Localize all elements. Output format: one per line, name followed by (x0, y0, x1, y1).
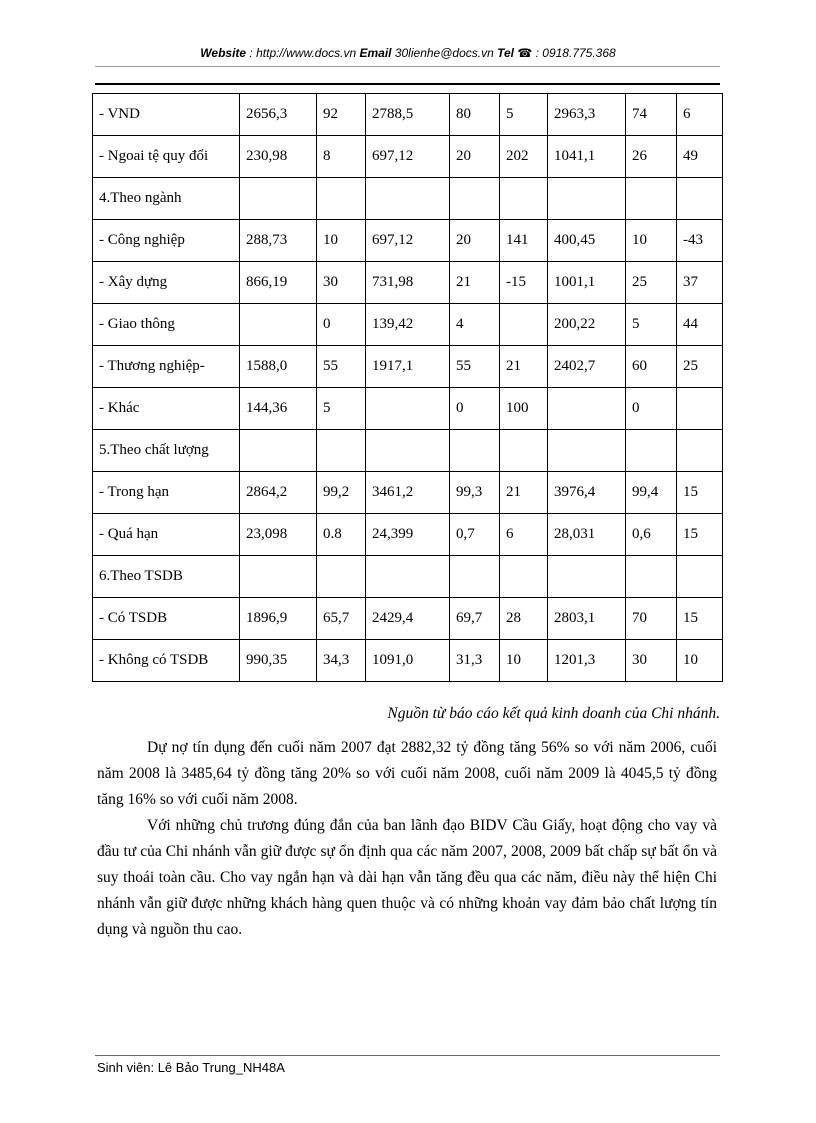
table-cell (548, 388, 626, 430)
table-cell (240, 304, 317, 346)
table-cell: 69,7 (450, 598, 500, 640)
header-divider-thin (95, 66, 720, 67)
table-cell: 99,2 (317, 472, 366, 514)
table-cell: 10 (677, 640, 723, 682)
table-cell: 0,7 (450, 514, 500, 556)
table-cell: 731,98 (366, 262, 450, 304)
table-cell (450, 556, 500, 598)
table-cell (548, 430, 626, 472)
table-cell: 3461,2 (366, 472, 450, 514)
table-cell: 2429,4 (366, 598, 450, 640)
table-cell: -43 (677, 220, 723, 262)
table-cell (626, 556, 677, 598)
table-cell (366, 556, 450, 598)
table-cell: 31,3 (450, 640, 500, 682)
table-cell: 1588,0 (240, 346, 317, 388)
table-cell: 139,42 (366, 304, 450, 346)
table-cell: 8 (317, 136, 366, 178)
table-cell: 99,3 (450, 472, 500, 514)
tel-label: Tel (497, 46, 514, 60)
table-cell (450, 178, 500, 220)
table-cell: 15 (677, 514, 723, 556)
table-cell (500, 304, 548, 346)
table-cell: 1896,9 (240, 598, 317, 640)
table-cell: 49 (677, 136, 723, 178)
table-cell: 28,031 (548, 514, 626, 556)
table-cell: 697,12 (366, 136, 450, 178)
table-row (93, 640, 723, 682)
table-cell (677, 388, 723, 430)
table-cell: 80 (450, 94, 500, 136)
page-header (0, 46, 816, 60)
row-label-cell: - Xây dựng (93, 262, 240, 304)
row-label-cell: - Giao thông (93, 304, 240, 346)
table-cell: 2656,3 (240, 94, 317, 136)
table-cell: 99,4 (626, 472, 677, 514)
table-cell (548, 556, 626, 598)
row-label-cell: - Thương nghiệp- (93, 346, 240, 388)
table-row (93, 262, 723, 304)
header-divider-thick (95, 83, 720, 85)
table-cell: 3976,4 (548, 472, 626, 514)
table-cell (450, 430, 500, 472)
table-cell: 20 (450, 136, 500, 178)
table-cell: 5 (500, 94, 548, 136)
website-label: Website (200, 46, 247, 60)
table-row (93, 220, 723, 262)
table-cell: 21 (450, 262, 500, 304)
table-cell: 230,98 (240, 136, 317, 178)
table-row (93, 430, 723, 472)
table-cell: 100 (500, 388, 548, 430)
table-cell (677, 430, 723, 472)
table-cell: 55 (450, 346, 500, 388)
table-cell: 15 (677, 598, 723, 640)
tel-value: ☎ : 0918.775.368 (514, 46, 616, 60)
email-value[interactable]: 30lienhe@docs.vn (391, 46, 498, 60)
table-row (93, 556, 723, 598)
table-cell (366, 178, 450, 220)
table-cell: 6 (677, 94, 723, 136)
table-cell (626, 430, 677, 472)
table-cell (240, 556, 317, 598)
table-cell: 26 (626, 136, 677, 178)
table-cell: 10 (317, 220, 366, 262)
table-row (93, 94, 723, 136)
table-row (93, 598, 723, 640)
paragraph-2: Với những chủ trương đúng đắn của ban lãnh đạo BIDV Cầu Giấy, hoạt động cho vay và đầu tư của Chi nhánh vẫn giữ được sự ổn định qua các năm 2007, 2008, 2009 bất chấp sự bất ổn và suy thoái toàn cầu. Cho vay ngắn hạn và dài hạn vẫn tăng đều qua các năm, điều này thể hiện Chi nhánh vẫn giữ được những khách hàng quen thuộc và có những khoản vay đảm bảo chất lượng tín dụng và nguồn thu cao. (97, 817, 717, 938)
table-row (93, 136, 723, 178)
table-cell (677, 556, 723, 598)
table-cell: 400,45 (548, 220, 626, 262)
table-cell: 30 (317, 262, 366, 304)
table-cell: 74 (626, 94, 677, 136)
table-cell: 10 (626, 220, 677, 262)
table-cell: 202 (500, 136, 548, 178)
table-cell: 1201,3 (548, 640, 626, 682)
table-cell: 21 (500, 472, 548, 514)
table-cell: 0,6 (626, 514, 677, 556)
table-cell: 6 (500, 514, 548, 556)
email-label: Email (359, 46, 392, 60)
table-row (93, 304, 723, 346)
table-cell: 4 (450, 304, 500, 346)
table-cell: 60 (626, 346, 677, 388)
table-cell: 44 (677, 304, 723, 346)
table-cell: 0 (450, 388, 500, 430)
table-row (93, 514, 723, 556)
table-cell (626, 178, 677, 220)
table-cell: 92 (317, 94, 366, 136)
table-cell: 0.8 (317, 514, 366, 556)
table-cell: 21 (500, 346, 548, 388)
table-cell: 55 (317, 346, 366, 388)
table-cell: 20 (450, 220, 500, 262)
row-label-cell: 6.Theo TSDB (93, 556, 240, 598)
credit-table (92, 93, 723, 682)
footer-divider (95, 1055, 720, 1056)
table-cell: 2864,2 (240, 472, 317, 514)
row-label-cell: - Không có TSDB (93, 640, 240, 682)
table-cell: 141 (500, 220, 548, 262)
table-cell (677, 178, 723, 220)
table-cell: 15 (677, 472, 723, 514)
table-cell: 2803,1 (548, 598, 626, 640)
paragraph-1: Dự nợ tín dụng đến cuối năm 2007 đạt 2882,32 tỷ đồng tăng 56% so với năm 2006, cuối năm 2008 là 3485,64 tỷ đồng tăng 20% so với cuối năm 2008, cuối năm 2009 là 4045,5 tỷ đồng tăng 16% so với cuối năm 2008. (97, 739, 717, 808)
table-cell: 34,3 (317, 640, 366, 682)
row-label-cell: - Khác (93, 388, 240, 430)
row-label-cell: - Ngoai tệ quy đổi (93, 136, 240, 178)
table-cell: 30 (626, 640, 677, 682)
table-cell (240, 430, 317, 472)
table-cell: 25 (677, 346, 723, 388)
table-cell (500, 430, 548, 472)
table-cell: 1001,1 (548, 262, 626, 304)
table-cell: 1041,1 (548, 136, 626, 178)
table-cell (548, 178, 626, 220)
table-cell (317, 178, 366, 220)
table-cell: -15 (500, 262, 548, 304)
row-label-cell: - Có TSDB (93, 598, 240, 640)
table-cell: 2402,7 (548, 346, 626, 388)
table-cell (317, 430, 366, 472)
table-cell (317, 556, 366, 598)
table-cell: 25 (626, 262, 677, 304)
page-footer: Sinh viên: Lê Bảo Trung_NH48A (97, 1060, 285, 1075)
table-cell: 2788,5 (366, 94, 450, 136)
table-body (93, 94, 723, 682)
table-cell: 144,36 (240, 388, 317, 430)
table-cell: 990,35 (240, 640, 317, 682)
row-label-cell: - VND (93, 94, 240, 136)
table-cell: 697,12 (366, 220, 450, 262)
table-cell: 65,7 (317, 598, 366, 640)
table-cell: 288,73 (240, 220, 317, 262)
row-label-cell: - Trong hạn (93, 472, 240, 514)
table-cell: 0 (626, 388, 677, 430)
row-label-cell: - Công nghiệp (93, 220, 240, 262)
table-cell: 1091,0 (366, 640, 450, 682)
table-cell: 1917,1 (366, 346, 450, 388)
table-cell: 5 (317, 388, 366, 430)
table-cell: 37 (677, 262, 723, 304)
table-row (93, 346, 723, 388)
table-cell: 2963,3 (548, 94, 626, 136)
table-cell: 200,22 (548, 304, 626, 346)
table-cell: 28 (500, 598, 548, 640)
table-cell: 24,399 (366, 514, 450, 556)
table-cell: 5 (626, 304, 677, 346)
table-cell (366, 388, 450, 430)
table-cell: 0 (317, 304, 366, 346)
table-cell: 866,19 (240, 262, 317, 304)
table-cell (500, 556, 548, 598)
table-row (93, 178, 723, 220)
row-label-cell: - Quá hạn (93, 514, 240, 556)
table-row (93, 388, 723, 430)
table-cell: 10 (500, 640, 548, 682)
table-cell: 70 (626, 598, 677, 640)
table-cell (240, 178, 317, 220)
table-row (93, 472, 723, 514)
website-value[interactable]: : http://www.docs.vn (246, 46, 360, 60)
row-label-cell: 5.Theo chất lượng (93, 430, 240, 472)
source-note: Nguồn từ báo cáo kết quả kinh doanh của Chi nhánh. (387, 705, 720, 722)
row-label-cell: 4.Theo ngành (93, 178, 240, 220)
table-cell (366, 430, 450, 472)
table-cell (500, 178, 548, 220)
table-cell: 23,098 (240, 514, 317, 556)
